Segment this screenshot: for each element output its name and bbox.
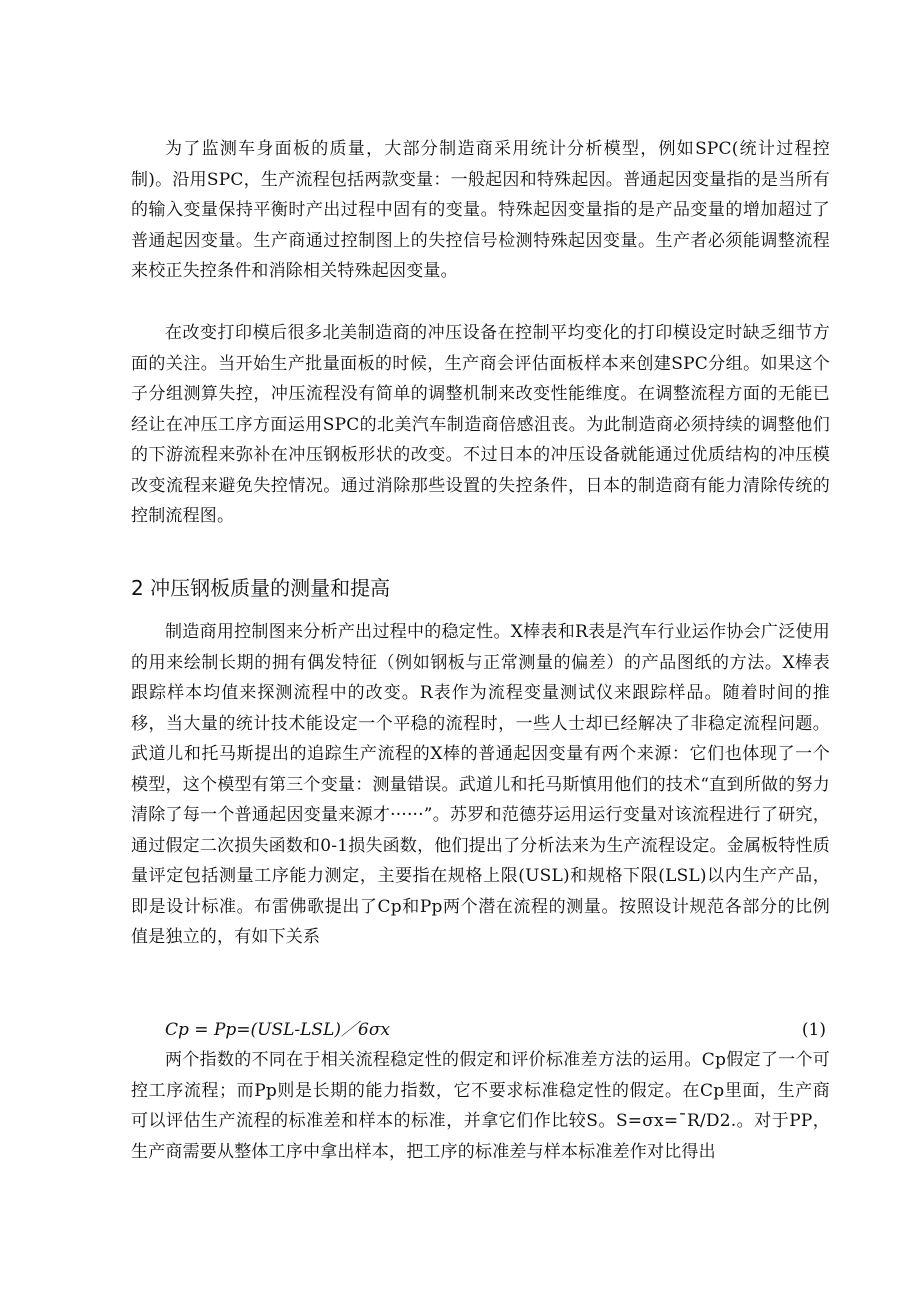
equation-number: (1)	[801, 1020, 826, 1040]
paragraph-block-1	[131, 134, 830, 287]
paragraph-control-charts: 制造商用控制图来分析产出过程中的稳定性。X棒表和R表是汽车行业运作协会广泛使用的用来绘制长期的拥有偶发特征（例如钢板与正常测量的偏差）的产品图纸的方法。X棒表跟踪样本均值来探测流程中的改变。R表作为流程变量测试仪来跟踪样品。随着时间的推移，当大量的统计技术能设定一个平稳的流程时，一些人士却已经解决了非稳定流程问题。武道儿和托马斯提出的追踪生产流程的X棒的普通起因变量有两个来源：它们也体现了一个模型，这个模型有第三个变量：测量错误。武道儿和托马斯慎用他们的技术“直到所做的努力清除了每一个普通起因变量来源才······”。苏罗和范德芬运用运行变量对该流程进行了研究，通过假定二次损失函数和0-1损失函数，他们提出了分析法来为生产流程设定。金属板特性质量评定包括测量工序能力测定，主要指在规格上限(USL)和规格下限(LSL)以内生产产品，即是设计标准。布雷佛歌提出了Cp和Pp两个潜在流程的测量。按照设计规范各部分的比例值是独立的，有如下关系	[131, 622, 830, 947]
paragraph-spc-intro: 为了监测车身面板的质量，大部分制造商采用统计分析模型，例如SPC(统计过程控制)。沿用SPC，生产流程包括两款变量：一般起因和特殊起因。普通起因变量指的是当所有的输入变量保持平衡时产出过程中固有的变量。特殊起因变量指的是产品变量的增加超过了普通起因变量。生产商通过控制图上的失控信号检测特殊起因变量。生产者必须能调整流程来校正失控条件和消除相关特殊起因变量。	[131, 139, 830, 281]
paragraph-cp-pp: 两个指数的不同在于相关流程稳定性的假定和评价标准差方法的运用。Cp假定了一个可控工序流程；而Pp则是长期的能力指数，它不要求标准稳定性的假定。在Cp里面，生产商可以评估生产流程的标准差和样本的标准，并拿它们作比较S。S=σx=¯R/D2.。对于PP，生产商需要从整体工序中拿出样本，把工序的标准差与样本标准差作对比得出	[131, 1050, 830, 1162]
paragraph-block-2	[131, 318, 830, 532]
equation-row	[131, 1015, 830, 1045]
paragraph-block-3	[131, 617, 830, 953]
section-heading: 2 冲压钢板质量的测量和提高	[131, 576, 391, 600]
paragraph-block-4	[131, 1045, 830, 1167]
equation-expression: Cp = Pp=(USL-LSL)／6σx	[165, 1020, 391, 1040]
paragraph-stamping-adjustment: 在改变打印模后很多北美制造商的冲压设备在控制平均变化的打印模设定时缺乏细节方面的关注。当开始生产批量面板的时候，生产商会评估面板样本来创建SPC分组。如果这个子分组测算失控，冲压流程没有简单的调整机制来改变性能维度。在调整流程方面的无能已经让在冲压工序方面运用SPC的北美汽车制造商倍感沮丧。为此制造商必须持续的调整他们的下游流程来弥补在冲压钢板形状的改变。不过日本的冲压设备就能通过优质结构的冲压模改变流程来避免失控情况。通过消除那些设置的失控条件，日本的制造商有能力清除传统的控制流程图。	[131, 323, 830, 526]
